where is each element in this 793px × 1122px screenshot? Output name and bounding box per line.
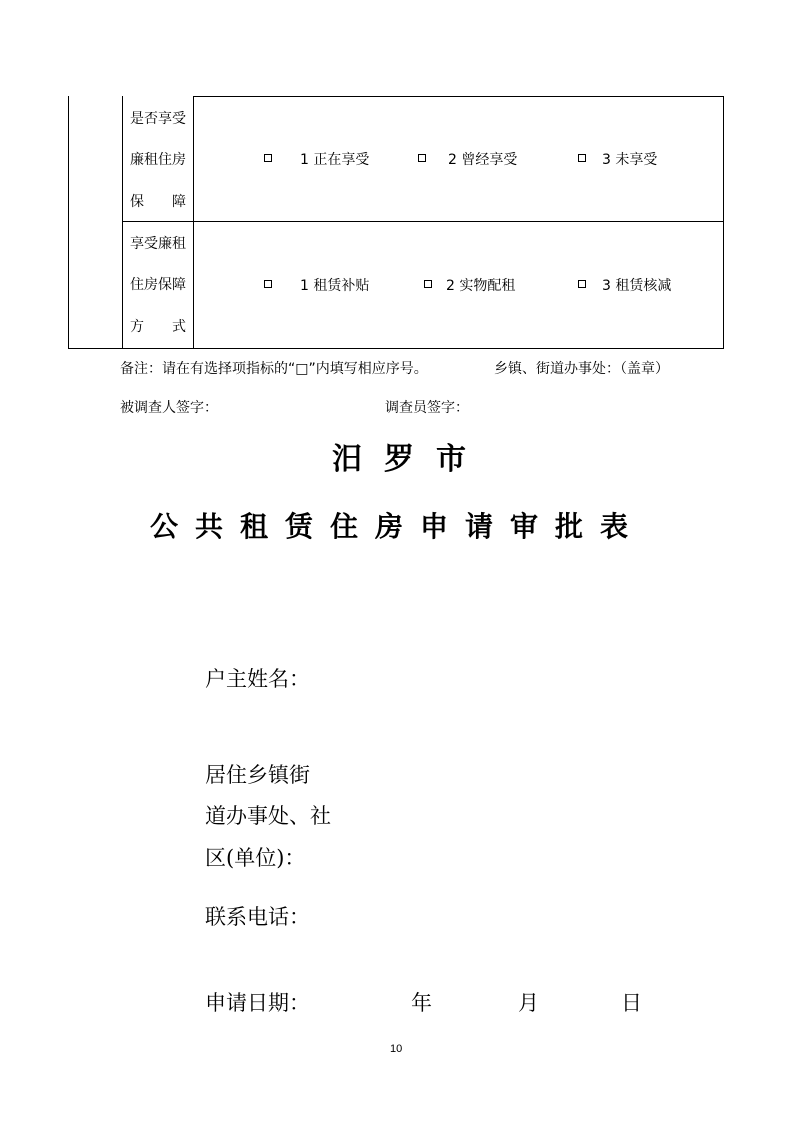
- date-year-label: 年: [411, 991, 432, 1015]
- row2-option-2[interactable]: 2 实物配租: [424, 279, 515, 293]
- table-top-border: [193, 96, 724, 97]
- address-label-line3: 区(单位)：: [205, 846, 306, 870]
- address-label-line1: 居住乡镇街: [205, 763, 310, 787]
- row2-label-line3: 方 式: [130, 319, 186, 335]
- table-right-border: [723, 96, 724, 349]
- date-month-label: 月: [518, 991, 539, 1015]
- remark-note: 备注：请在有选择项指标的“□”内填写相应序号。: [120, 361, 428, 377]
- checkbox-icon[interactable]: [418, 154, 426, 162]
- table-label-right-border: [193, 96, 194, 349]
- checkbox-icon[interactable]: [264, 280, 272, 288]
- table-left-border: [68, 96, 69, 349]
- application-date-label: 申请日期：: [205, 991, 310, 1015]
- date-day-label: 日: [621, 991, 642, 1015]
- form-title: 公共租赁住房申请审批表: [150, 510, 646, 543]
- row2-option-1[interactable]: 1 租赁补贴: [264, 279, 369, 293]
- checkbox-icon[interactable]: [578, 280, 586, 288]
- row1-option-2[interactable]: 2 曾经享受: [418, 153, 517, 167]
- row1-option-1[interactable]: 1 正在享受: [264, 153, 369, 167]
- row1-option-3[interactable]: 3 未享受: [578, 153, 657, 167]
- row2-label-line1: 享受廉租: [130, 236, 186, 252]
- phone-label: 联系电话：: [205, 905, 310, 929]
- row1-label-line1: 是否享受: [130, 111, 186, 127]
- owner-name-label: 户主姓名：: [205, 667, 310, 691]
- investigator-signature-label: 调查员签字：: [385, 400, 469, 416]
- checkbox-icon[interactable]: [578, 154, 586, 162]
- row1-label-line2: 廉租住房: [130, 152, 186, 168]
- table-label-left-border: [122, 96, 123, 349]
- checkbox-icon[interactable]: [264, 154, 272, 162]
- row2-label-line2: 住房保障: [130, 277, 186, 293]
- row1-label-line3: 保 障: [130, 194, 186, 210]
- city-heading: 汨罗市: [332, 442, 488, 477]
- row2-option-3[interactable]: 3 租赁核减: [578, 279, 671, 293]
- checkbox-icon[interactable]: [424, 280, 432, 288]
- address-label-line2: 道办事处、社: [205, 804, 331, 828]
- stamp-label: 乡镇、街道办事处：（盖章）: [494, 361, 669, 377]
- table-bottom-border: [68, 348, 724, 349]
- page-number: 10: [390, 1043, 403, 1055]
- respondent-signature-label: 被调查人签字：: [120, 400, 218, 416]
- table-row-divider: [122, 221, 724, 222]
